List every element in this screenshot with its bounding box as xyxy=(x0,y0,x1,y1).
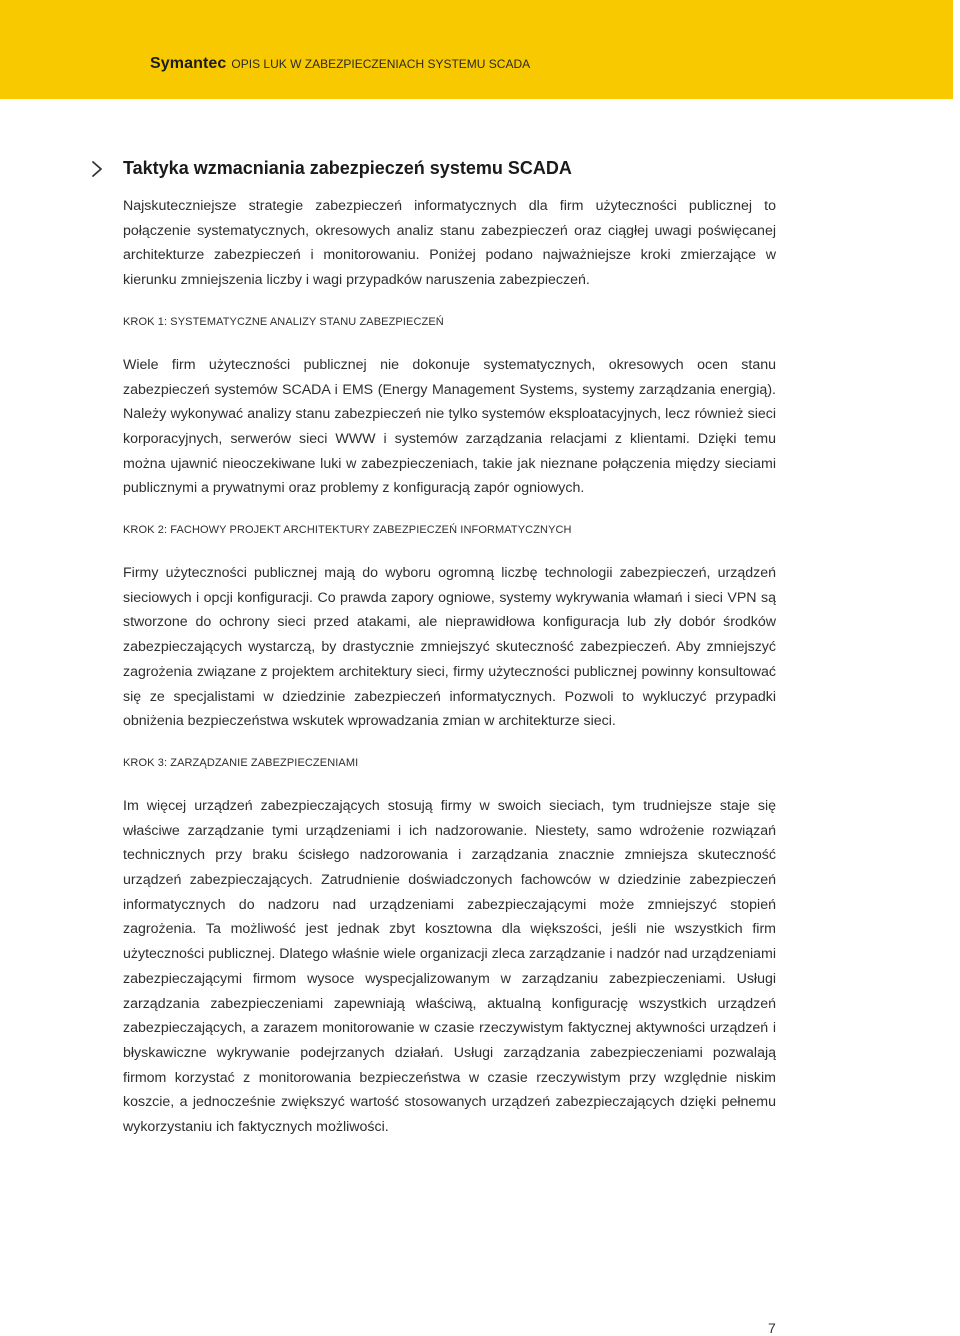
intro-paragraph: Najskuteczniejsze strategie zabezpieczeń informatycznych dla firm użyteczności publicznej to połączenie systematycznych, okresowych analiz stanu zabezpieczeń oraz ciągłej uwagi poświęcanej architekturze zabezpieczeń i monitorowaniu. Poniżej podano najważniejsze kroki zmierzające w kierunku zmniejszenia liczby i wagi przypadków naruszenia zabezpieczeń. xyxy=(123,198,776,289)
step-1-paragraph: Wiele firm użyteczności publicznej nie dokonuje systematycznych, okresowych ocen stanu zabezpieczeń systemów SCADA i EMS (Energy Management Systems, systemy zarządzania energią). Należy wykonywać analizy stanu zabezpieczeń nie tylko systemów eksploatacyjnych, lecz również sieci korporacyjnych, serwerów sieci WWW i systemów zarządzania relacjami z klientami. Dzięki temu można ujawnić nieoczekiwane luki w zabezpieczeniach, takie jak nieznane połączenia między sieciami publicznymi a prywatnymi oraz problemy z konfiguracją zapór ogniowych. xyxy=(123,356,776,497)
step-2-paragraph: Firmy użyteczności publicznej mają do wyboru ogromną liczbę technologii zabezpieczeń, urządzeń sieciowych i opcji konfiguracji. Co prawda zapory ogniowe, systemy wykrywania włamań i sieci VPN są stworzone do ochrony sieci przed atakami, ale nieprawidłowa konfiguracja lub zły dobór środków zabezpieczających wystarczą, by drastycznie zmniejszyć skuteczność zabezpieczeń. Aby zmniejszyć zagrożenia związane z projektem architektury sieci, firmy użyteczności publicznej powinny konsultować się ze specjalistami w dziedzinie zabezpieczeń informatycznych. Pozwoli to wykluczyć przypadki obniżenia bezpieczeństwa wskutek wprowadzania zmian w architekturze sieci. xyxy=(123,565,776,730)
brand-name: Symantec xyxy=(150,55,227,72)
section-title: Taktyka wzmacniania zabezpieczeń systemu SCADA xyxy=(123,158,572,178)
document-title: OPIS LUK W ZABEZPIECZENIACH SYSTEMU SCADA xyxy=(231,57,531,71)
page-number: 7 xyxy=(768,1320,776,1336)
step-3-paragraph: Im więcej urządzeń zabezpieczających stosują firmy w swoich sieciach, tym trudniejsze staje się właściwe zarządzanie tymi urządzeniami i ich nadzorowanie. Niestety, samo wdrożenie rozwiązań technicznych przy braku ścisłego nadzorowania i zarządzania znacznie zmniejsza skuteczność urządzeń zabezpieczających. Zatrudnienie doświadczonych fachowców w dziedzinie zabezpieczeń informatycznych do nadzoru nad urządzeniami zabezpieczającymi może zmniejszyć stopień zagrożenia. Ta możliwość jest jednak zbyt kosztowna dla większości, jeśli nie wszystkich firm użyteczności publicznej. Dlatego właśnie wiele organizacji zleca zarządzanie i nadzór nad urządzeniami zabezpieczającymi firmom wysoce wyspecjalizowanym w zarządzaniu zabezpieczeniami. Usługi zarządzania zabezpieczeniami zapewniają właściwą, aktualną konfigurację wszystkich urządzeń zabezpieczających, a zarazem monitorowanie w czasie rzeczywistym faktycznej aktywności urządzeń i błyskawiczne wykrywanie podejrzanych działań. Usługi zarządzania zabezpieczeniami pozwalają firmom korzystać z monitorowania bezpieczeństwa w czasie rzeczywistym przy względnie niskim koszcie, a jednocześnie zwiększyć wartość stosowanych urządzeń zabezpieczających dzięki pełnemu wykorzystaniu ich faktycznych możliwości. xyxy=(123,797,776,1136)
article-body xyxy=(123,194,776,1140)
running-header xyxy=(150,54,530,74)
chevron-right-icon xyxy=(90,160,106,178)
step-1-heading: KROK 1: SYSTEMATYCZNE ANALIZY STANU ZABEZPIECZEŃ xyxy=(123,315,444,328)
header-band xyxy=(0,0,953,99)
step-3-heading: KROK 3: ZARZĄDZANIE ZABEZPIECZENIAMI xyxy=(123,756,359,769)
step-2-heading: KROK 2: FACHOWY PROJEKT ARCHITEKTURY ZABEZPIECZEŃ INFORMATYCZNYCH xyxy=(123,524,572,537)
